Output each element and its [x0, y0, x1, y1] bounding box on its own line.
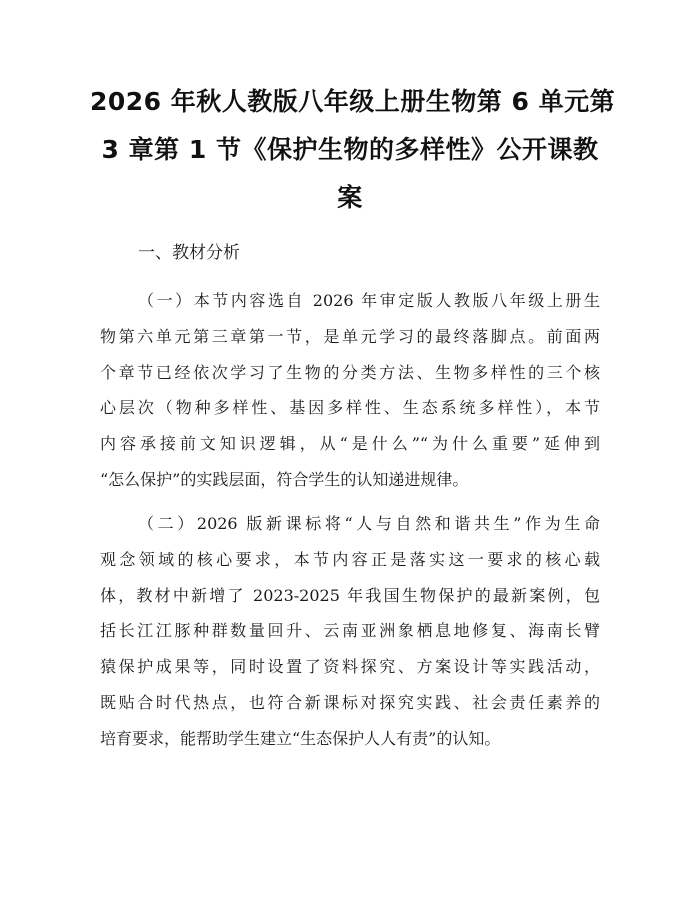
paragraph-line: “怎么保护”的实践层面，符合学生的认知递进规律。	[100, 469, 469, 489]
document-title	[90, 78, 616, 222]
paragraph-line: 培育要求，能帮助学生建立“生态保护人人有责”的认知。	[100, 728, 501, 748]
paragraph-line: 猿保护成果等，同时设置了资料探究、方案设计等实践活动，	[100, 657, 600, 677]
paragraph-line: 括长江江豚种群数量回升、云南亚洲象栖息地修复、海南长臂	[100, 621, 600, 641]
paragraph-line: 物第六单元第三章第一节，是单元学习的最终落脚点。前面两	[100, 326, 600, 346]
paragraph-line: 观念领域的核心要求，本节内容正是落实这一要求的核心载	[100, 549, 600, 569]
title-line: 案	[337, 183, 363, 212]
paragraph-line: 体，教材中新增了 2023-2025 年我国生物保护的最新案例，包	[100, 585, 600, 605]
paragraph-teaching-material-2	[100, 506, 600, 757]
paragraph-line: 心层次（物种多样性、基因多样性、生态系统多样性），本节	[100, 398, 600, 418]
title-line: 2026 年秋人教版八年级上册生物第 6 单元第	[90, 87, 616, 116]
paragraph-line: 个章节已经依次学习了生物的分类方法、生物多样性的三个核	[100, 362, 600, 382]
paragraph-teaching-material-1	[100, 283, 600, 498]
paragraph-line: （一）本节内容选自 2026 年审定版人教版八年级上册生	[138, 291, 600, 310]
paragraph-line: （二）2026 版新课标将“人与自然和谐共生”作为生命	[138, 514, 600, 533]
section-heading: 一、教材分析	[138, 243, 240, 263]
title-line: 3 章第 1 节《保护生物的多样性》公开课教	[101, 135, 599, 164]
paragraph-line: 内容承接前文知识逻辑，从“是什么”“为什么重要”延伸到	[100, 434, 600, 454]
paragraph-line: 既贴合时代热点，也符合新课标对探究实践、社会责任素养的	[100, 692, 600, 712]
